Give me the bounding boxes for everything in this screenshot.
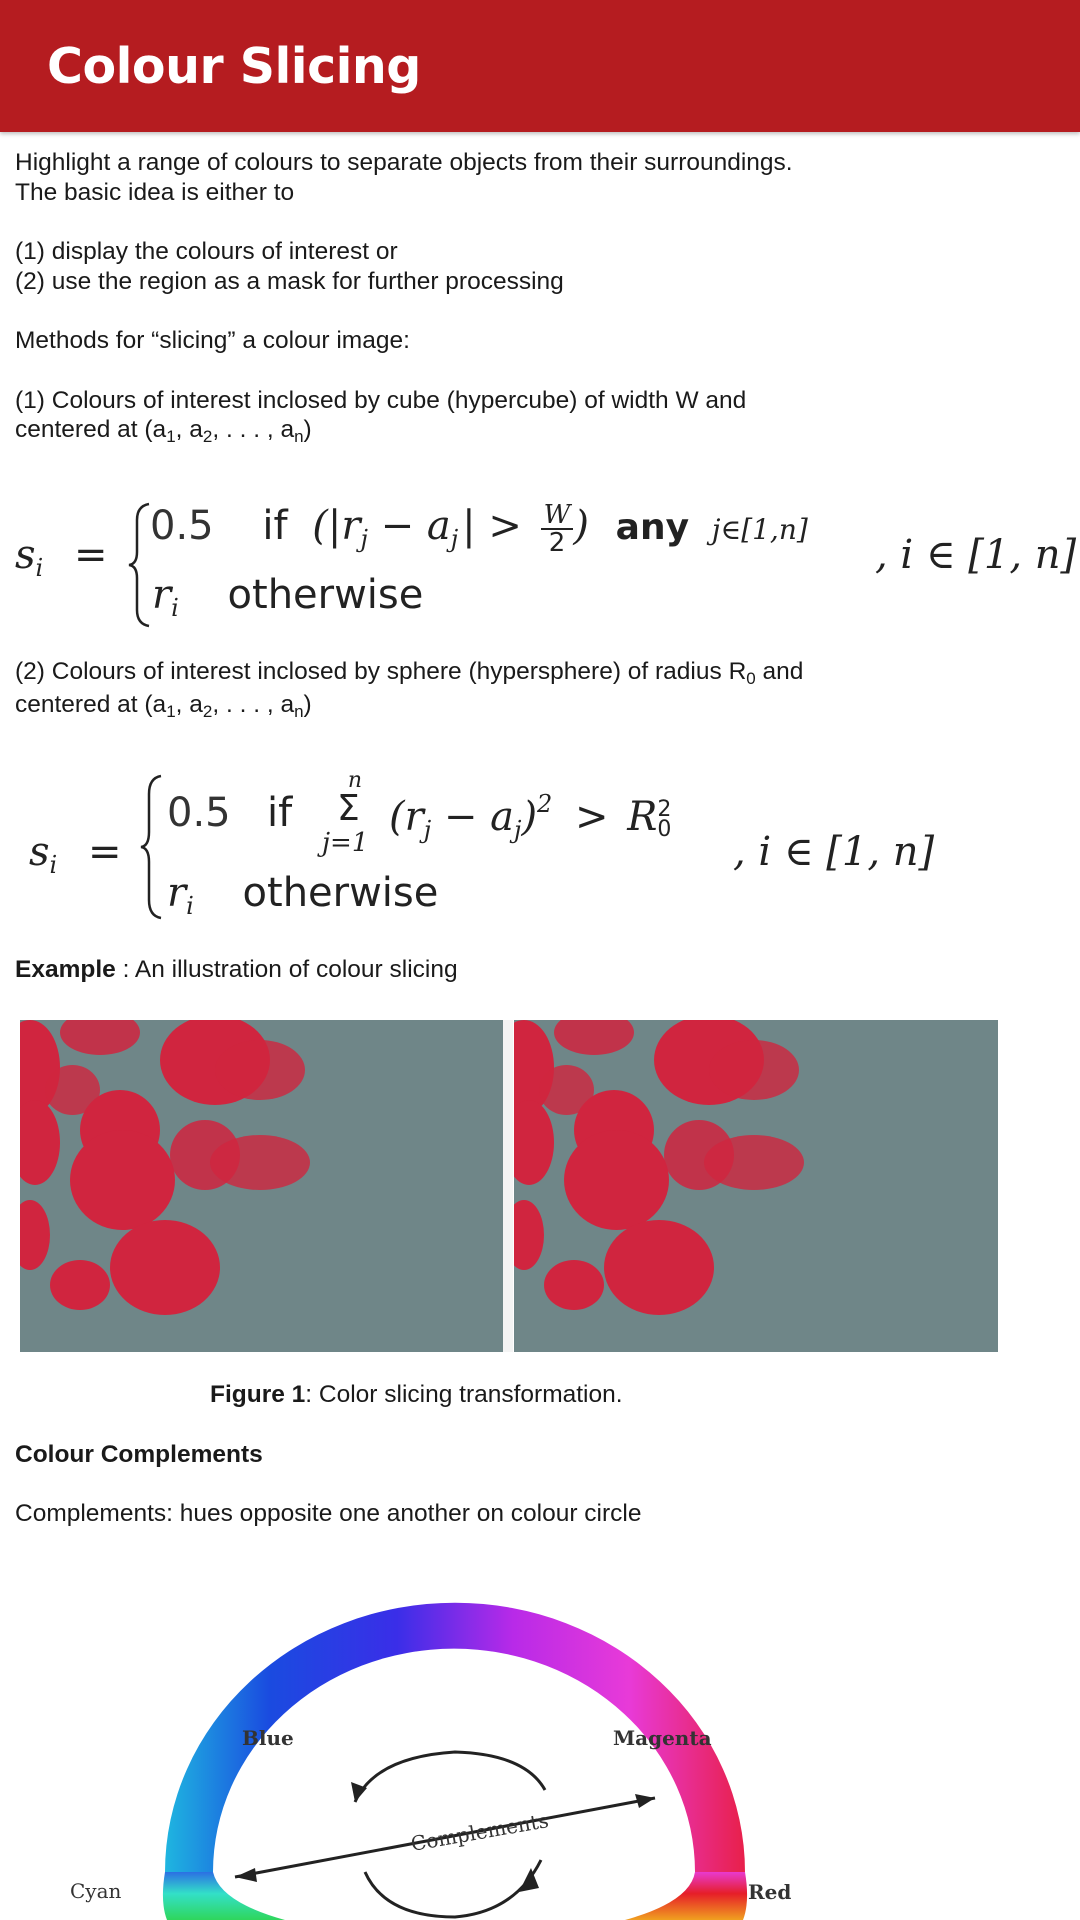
wheel-label-magenta: Magenta — [613, 1726, 712, 1750]
figure-1-left-image — [20, 1020, 503, 1352]
figure-1-images — [17, 1020, 1000, 1355]
eq1-tail: , i ∈ [1, n] — [875, 532, 1077, 578]
complements-text: Complements: hues opposite one another on colour circle — [15, 1500, 642, 1527]
wheel-label-cyan: Cyan — [70, 1879, 122, 1903]
equation-sphere: $s_i$ = 0.5 if n Σ j=1 $(r_j - a_j)^2 > R$ 2 0 $r_i$ otherwise , i ∈ [1, n] — [29, 768, 935, 920]
wheel-label-red: Red — [748, 1880, 792, 1904]
app-bar — [0, 0, 1080, 132]
method-1-line-2: centered at ($a_1$, $a_2$, . . . , $a_n$) — [15, 416, 312, 446]
example-line: Example : An illustration of colour slicing — [15, 956, 458, 983]
intro-line-1: Highlight a range of colours to separate objects from their surroundings. — [15, 149, 793, 176]
wheel-label-complements: Complements — [408, 1808, 551, 1856]
method-1-line-1: (1) Colours of interest inclosed by cube (hypercube) of width W and — [15, 387, 747, 414]
method-2-line-2: centered at ($a_1$, $a_2$, . . . , $a_n$) — [15, 691, 312, 721]
wheel-label-blue: Blue — [242, 1726, 294, 1750]
eq2-tail: , i ∈ [1, n] — [733, 829, 935, 875]
equation-cube — [15, 492, 1080, 642]
colour-wheel-figure — [55, 1572, 835, 1920]
methods-heading: Methods for “slicing” a colour image: — [15, 327, 410, 354]
option-item-2: (2) use the region as a mask for further processing — [15, 268, 564, 295]
eq2-brace — [137, 772, 167, 922]
complements-heading: Colour Complements — [15, 1441, 263, 1468]
figure-1-caption: Figure 1: Color slicing transformation. — [210, 1381, 623, 1408]
option-item-1: (1) display the colours of interest or — [15, 238, 398, 265]
eq1-case-1: 0.5 if ($|r_j - a_j$ | > $\frac{W}{2}$ ) any j∈[1,n] — [150, 500, 808, 558]
eq1-case-2: $r_i$ otherwise — [152, 572, 424, 622]
eq2-case-2: $r_i$ otherwise — [167, 870, 439, 920]
intro-line-2: The basic idea is either to — [15, 179, 295, 206]
eq1-lhs: $s_i$ = — [15, 532, 108, 582]
page-title: Colour Slicing — [47, 38, 421, 95]
eq2-lhs: $s_i$ = — [29, 829, 122, 879]
method-2-line-1: (2) Colours of interest inclosed by sphere (hypersphere) of radius $R_0$ and — [15, 658, 804, 688]
colour-wheel — [55, 1572, 835, 1920]
figure-1-right-image — [514, 1020, 998, 1352]
